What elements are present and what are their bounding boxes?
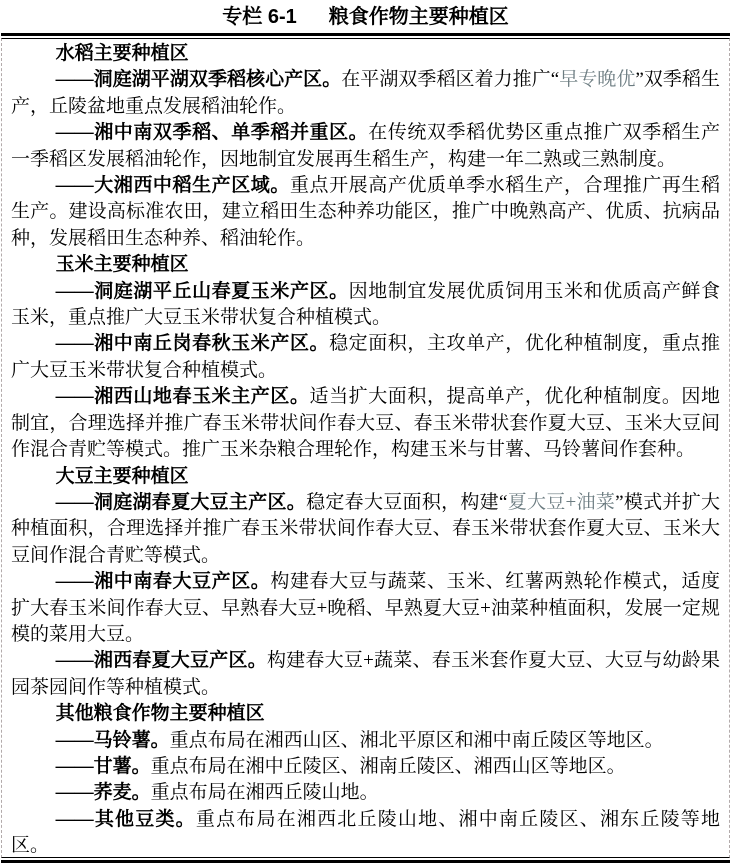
paragraph-lead: ——湘中南丘岗春秋玉米产区。 [55, 333, 330, 355]
paragraph-lead: ——荞麦。 [55, 782, 151, 804]
panel-title-label: 专栏 6-1 [222, 6, 297, 28]
paragraph-text: ”模式并扩大种植面积，合理选择并推广春玉米带状间作春大豆、春玉米带状套作夏大豆、玉米大豆间作混合青贮等模式。 [11, 491, 721, 566]
paragraph-text: 重点开展高产优质单季水稻生产，合理推广再生稻生产。建设高标准农田，建立稻田生态种养功能区，推广中晚熟高产、优质、抗病品种，发展稻田生态种养、稻油轮作。 [11, 175, 720, 249]
paragraph-text: 在平湖双季稻区着力推广“ [341, 69, 560, 91]
paragraph [11, 648, 720, 701]
panel-content [11, 41, 720, 858]
paragraph-text: 因地制宜发展优质饲用玉米和优质高产鲜食玉米，重点推广大豆玉米带状复合种植模式。 [11, 280, 720, 329]
paragraph [11, 807, 720, 858]
panel-title-text: 粮食作物主要种植区 [328, 6, 509, 28]
section-heading: 玉米主要种植区 [55, 254, 189, 276]
paragraph-text: 在传统双季稻优势区重点推广双季稻生产一季稻区发展稻油轮作，因地制宜发展再生稻生产，构建一年二熟或三熟制度。 [11, 122, 720, 170]
paragraph [11, 173, 720, 252]
paragraph-lead: ——湘西山地春玉米主产区。 [55, 386, 310, 408]
paragraph [11, 780, 720, 806]
paragraph [11, 728, 720, 754]
paragraph [11, 67, 720, 120]
quoted-phrase: 夏大豆+油菜 [507, 491, 616, 513]
paragraph-lead: ——甘薯。 [55, 755, 151, 777]
paragraph-text: 适当扩大面积，提高单产，优化种植制度。因地制宜，合理选择并推广春玉米带状间作春大豆、春玉米带状套作夏大豆、玉米大豆间作混合青贮等模式。推广玉米杂粮合理轮作，构建玉米与甘薯、马铃薯间作套种。 [11, 386, 720, 461]
paragraph-text: 构建春大豆与蔬菜、玉米、红薯两熟轮作模式，适度扩大春玉米间作春大豆、早熟春大豆+晚稻、早熟夏大豆+油菜种植面积，发展一定规模的菜用大豆。 [11, 571, 720, 645]
paragraph [11, 569, 720, 648]
paragraph-lead: ——湘中南春大豆产区。 [55, 571, 271, 593]
paragraph [11, 120, 720, 173]
paragraph-text: 重点布局在湘西山区、湘北平原区和湘中南丘陵区等地区。 [169, 729, 664, 751]
quoted-phrase: 早专晚优 [559, 69, 636, 91]
paragraph-lead: ——洞庭湖平湖双季稻核心产区。 [55, 69, 342, 91]
paragraph-text: 重点布局在湘西北丘陵山地、湘中南丘陵区、湘东丘陵等地区。 [11, 808, 720, 857]
paragraph-lead: ——洞庭湖平丘山春夏玉米产区。 [55, 280, 349, 302]
text-panel [1, 33, 730, 863]
section-heading: 水稻主要种植区 [55, 43, 189, 64]
paragraph-text: 稳定面积，主攻单产，优化种植制度，重点推广大豆玉米带状复合种植模式。 [11, 333, 720, 381]
paragraph-lead: ——湘中南双季稻、单季稻并重区。 [55, 122, 369, 144]
paragraph [11, 384, 720, 463]
paragraph-lead: ——湘西春夏大豆产区。 [55, 650, 267, 672]
paragraph [11, 279, 720, 332]
panel-title [0, 0, 731, 33]
paragraph [11, 331, 720, 384]
text-panel-inner [1, 38, 730, 858]
section-heading: 大豆主要种植区 [55, 465, 189, 487]
paragraph-lead: ——马铃薯。 [55, 729, 170, 751]
paragraph-lead: ——其他豆类。 [55, 808, 196, 830]
paragraph-text: 重点布局在湘中丘陵区、湘南丘陵区、湘西山区等地区。 [150, 755, 626, 777]
paragraph [11, 490, 720, 569]
section-heading: 其他粮食作物主要种植区 [55, 703, 265, 725]
paragraph-text: 稳定春大豆面积，构建“ [306, 491, 508, 513]
paragraph-text: 重点布局在湘西丘陵山地。 [150, 782, 379, 804]
paragraph [11, 754, 720, 780]
paragraph-text: ”双季稻生产，丘陵盆地重点发展稻油轮作。 [11, 69, 720, 117]
paragraph-lead: ——大湘西中稻生产区域。 [55, 175, 290, 197]
paragraph-lead: ——洞庭湖春夏大豆主产区。 [55, 491, 307, 513]
paragraph-text: 构建春大豆+蔬菜、春玉米套作夏大豆、大豆与幼龄果园茶园间作等种植模式。 [11, 650, 720, 698]
